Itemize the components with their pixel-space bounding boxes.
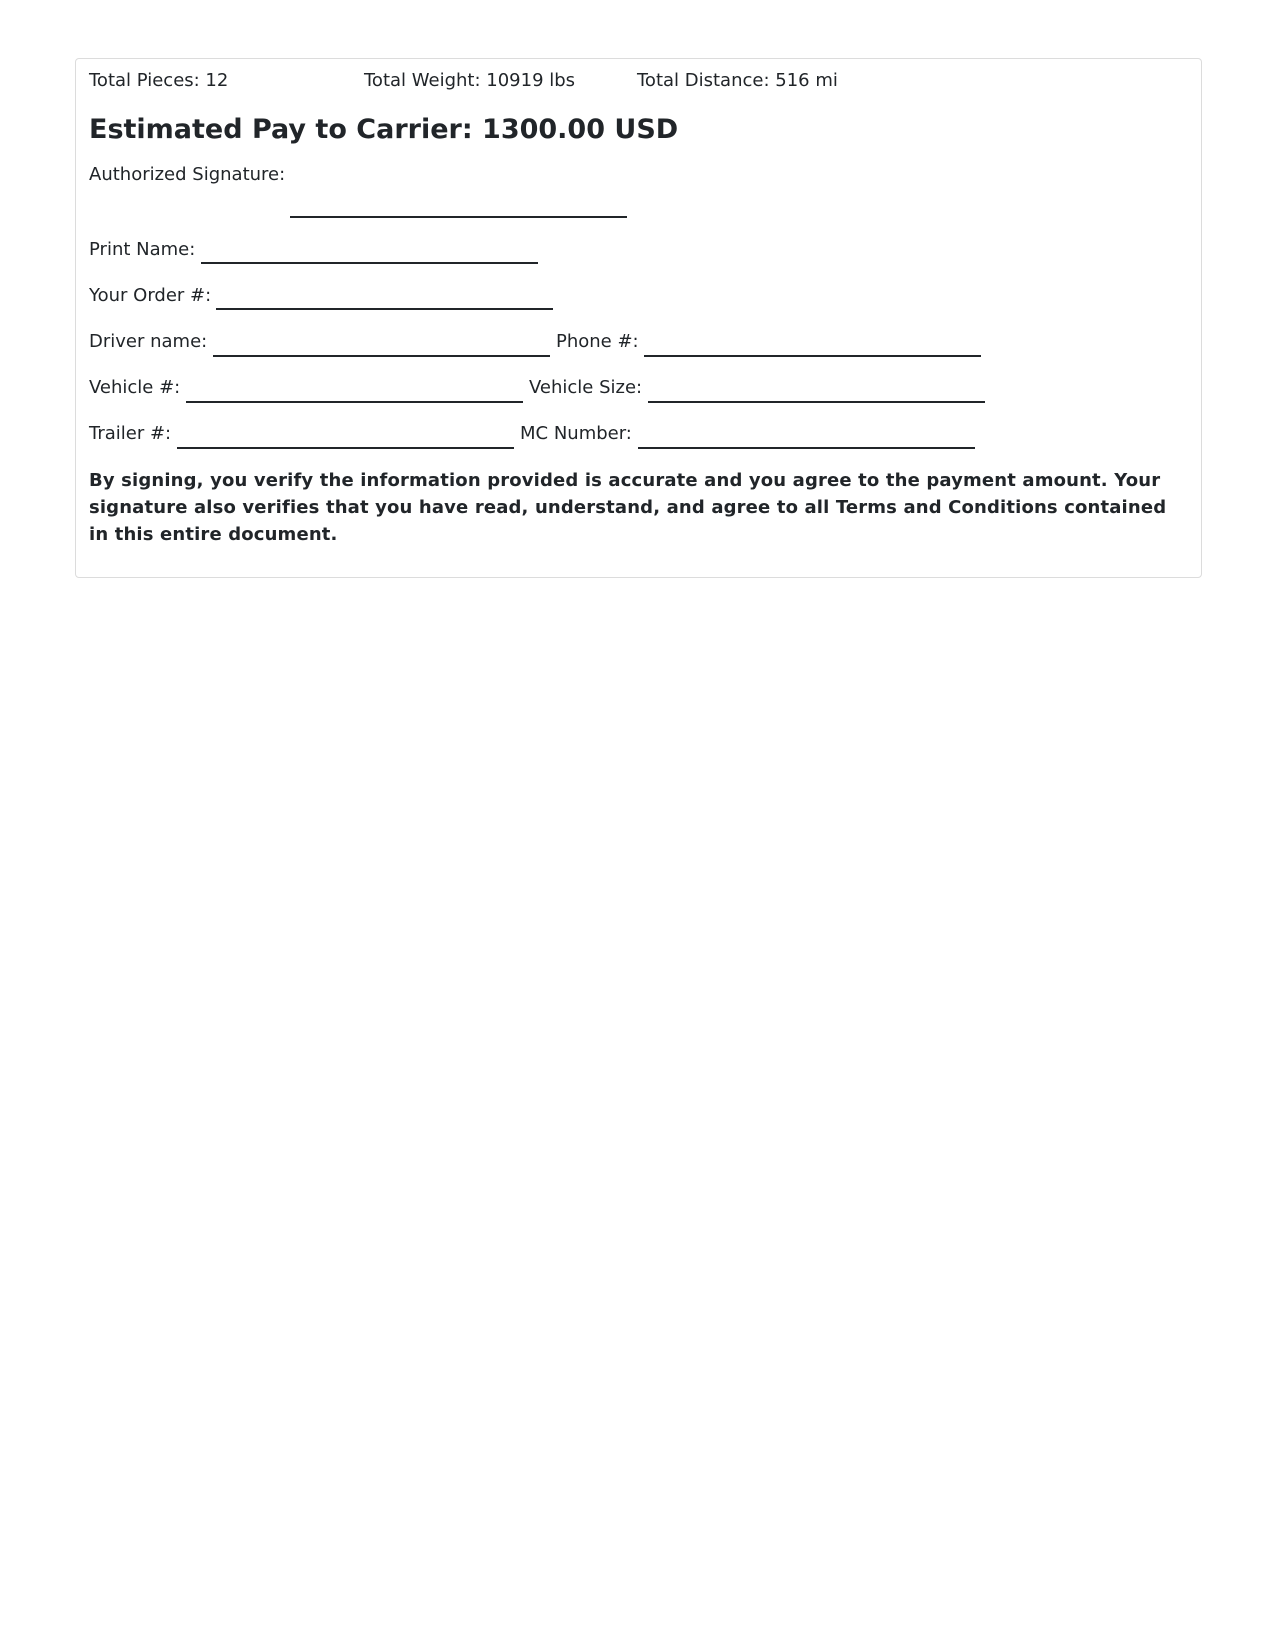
driver-name-line[interactable] [213, 355, 550, 357]
mc-number-label: MC Number: [520, 423, 632, 444]
authorized-signature-label: Authorized Signature: [89, 164, 286, 185]
vehicle-number-label: Vehicle #: [89, 377, 181, 398]
phone-label: Phone #: [556, 331, 639, 352]
carrier-confirmation-card [75, 58, 1202, 578]
print-name-line[interactable] [201, 262, 538, 264]
total-pieces: Total Pieces: 12 [89, 70, 229, 91]
phone-line[interactable] [644, 355, 981, 357]
order-number-line[interactable] [216, 308, 553, 310]
vehicle-size-label: Vehicle Size: [529, 377, 643, 398]
trailer-number-line[interactable] [177, 447, 514, 449]
driver-name-label: Driver name: [89, 331, 208, 352]
order-number-label: Your Order #: [89, 285, 212, 306]
agreement-notice: By signing, you verify the information provided is accurate and you agree to the payment amount. Your signature also verifies that you have read, understand, and agree to all Terms and Conditions contained in this entire document. [89, 470, 1167, 545]
total-distance: Total Distance: 516 mi [637, 70, 838, 91]
estimated-pay-heading: Estimated Pay to Carrier: 1300.00 USD [89, 114, 679, 145]
authorized-signature-line[interactable] [290, 216, 627, 218]
vehicle-size-line[interactable] [648, 401, 985, 403]
mc-number-line[interactable] [638, 447, 975, 449]
trailer-number-label: Trailer #: [89, 423, 172, 444]
total-weight: Total Weight: 10919 lbs [364, 70, 576, 91]
vehicle-number-line[interactable] [186, 401, 523, 403]
print-name-label: Print Name: [89, 239, 196, 260]
